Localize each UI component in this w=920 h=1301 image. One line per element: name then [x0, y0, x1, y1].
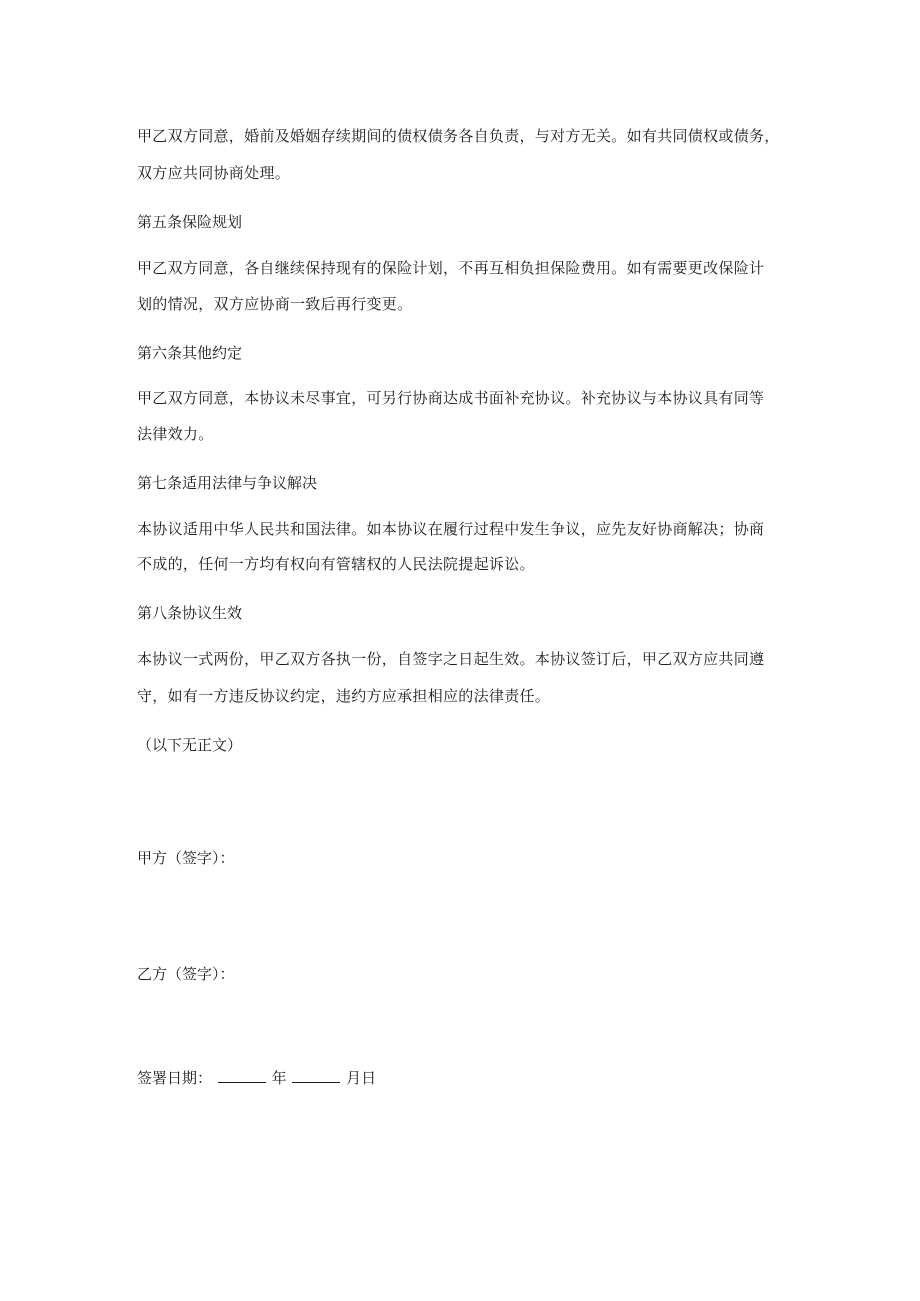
party-b-signature-label: 乙方（签字）： [137, 965, 235, 983]
debt-paragraph-line-1: 甲乙双方同意，婚前及婚姻存续期间的债权债务各自负责，与对方无关。如有共同债权或债务， [137, 127, 780, 145]
no-further-text-note: （以下无正文） [137, 736, 243, 754]
article-5-line-2: 划的情况，双方应协商一致后再行变更。 [137, 295, 413, 313]
article-7-line-2: 不成的，任何一方均有权向有管辖权的人民法院提起诉讼。 [137, 555, 535, 573]
article-8-line-2: 守，如有一方违反协议约定，违约方应承担相应的法律责任。 [137, 687, 551, 705]
party-a-signature-label: 甲方（签字）： [137, 849, 235, 867]
article-7-heading: 第七条适用法律与争议解决 [137, 474, 318, 492]
article-6-line-1: 甲乙双方同意，本协议未尽事宜，可另行协商达成书面补充协议。补充协议与本协议具有同等 [137, 389, 765, 407]
year-blank [218, 1066, 266, 1083]
article-8-line-1: 本协议一式两份，甲乙双方各执一份，自签字之日起生效。本协议签订后，甲乙双方应共同遵 [137, 650, 765, 668]
article-5-heading: 第五条保险规划 [137, 213, 243, 231]
debt-paragraph-line-2: 双方应共同协商处理。 [137, 164, 291, 182]
year-label: 年 [271, 1069, 287, 1087]
article-6-line-2: 法律效力。 [137, 425, 214, 443]
article-8-heading: 第八条协议生效 [137, 604, 243, 622]
month-day-label: 月日 [346, 1069, 377, 1087]
article-6-heading: 第六条其他约定 [137, 344, 243, 362]
signing-date-line [137, 1066, 376, 1088]
signing-date-label: 签署日期： [137, 1069, 213, 1087]
article-5-line-1: 甲乙双方同意，各自继续保持现有的保险计划，不再互相负担保险费用。如有需要更改保险计 [137, 259, 765, 277]
article-7-line-1: 本协议适用中华人民共和国法律。如本协议在履行过程中发生争议，应先友好协商解决；协商 [137, 520, 765, 538]
month-blank [292, 1066, 340, 1083]
